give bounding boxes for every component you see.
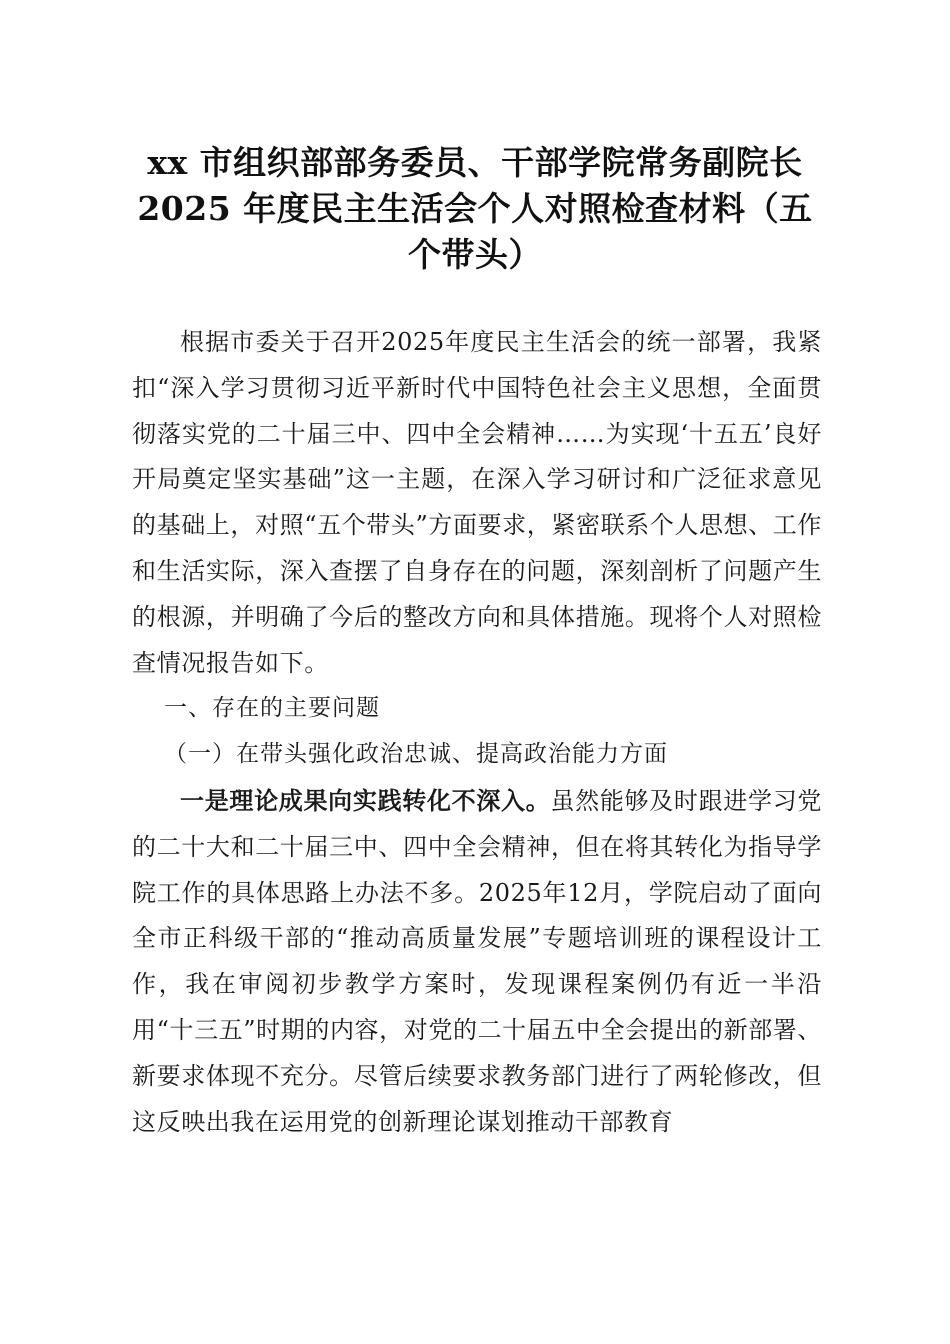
document-body xyxy=(132,320,822,1145)
intro-paragraph: 根据市委关于召开2025年度民主生活会的统一部署，我紧扣“深入学习贯彻习近平新时代中国特色社会主义思想，全面贯彻落实党的二十届三中、四中全会精神……为实现‘十五五’良好开局奠定坚实基础”这一主题，在深入学习研讨和广泛征求意见的基础上，对照“五个带头”方面要求，紧密联系个人思想、工作和生活实际，深入查摆了自身存在的问题，深刻剖析了问题产生的根源，并明确了今后的整改方向和具体措施。现将个人对照检查情况报告如下。 xyxy=(132,328,822,677)
title-line-2: 2025 年度民主生活会个人对照检查材料（五 xyxy=(137,189,813,228)
title-line-3: 个带头） xyxy=(408,235,542,274)
point-paragraph xyxy=(132,778,822,1145)
point-lead: 一是理论成果向实践转化不深入。 xyxy=(180,785,551,815)
section-heading: 一、存在的主要问题 xyxy=(164,695,380,722)
title-line-1: xx 市组织部部务委员、干部学院常务副院长 xyxy=(147,143,803,182)
document-title xyxy=(130,140,820,278)
point-body: 虽然能够及时跟进学习党的二十大和二十届三中、四中全会精神，但在将其转化为指导学院工作的具体思路上办法不多。2025年12月，学院启动了面向全市正科级干部的“推动高质量发展”专题培训班的课程设计工作，我在审阅初步教学方案时，发现课程案例仍有近一半沿用“十三五”时期的内容，对党的二十届五中全会提出的新部署、新要求体现不充分。尽管后续要求教务部门进行了两轮修改，但这反映出我在运用党的创新理论谋划推动干部教育 xyxy=(132,786,822,1136)
subsection-heading: （一）在带头强化政治忠诚、提高政治能力方面 xyxy=(164,741,668,768)
